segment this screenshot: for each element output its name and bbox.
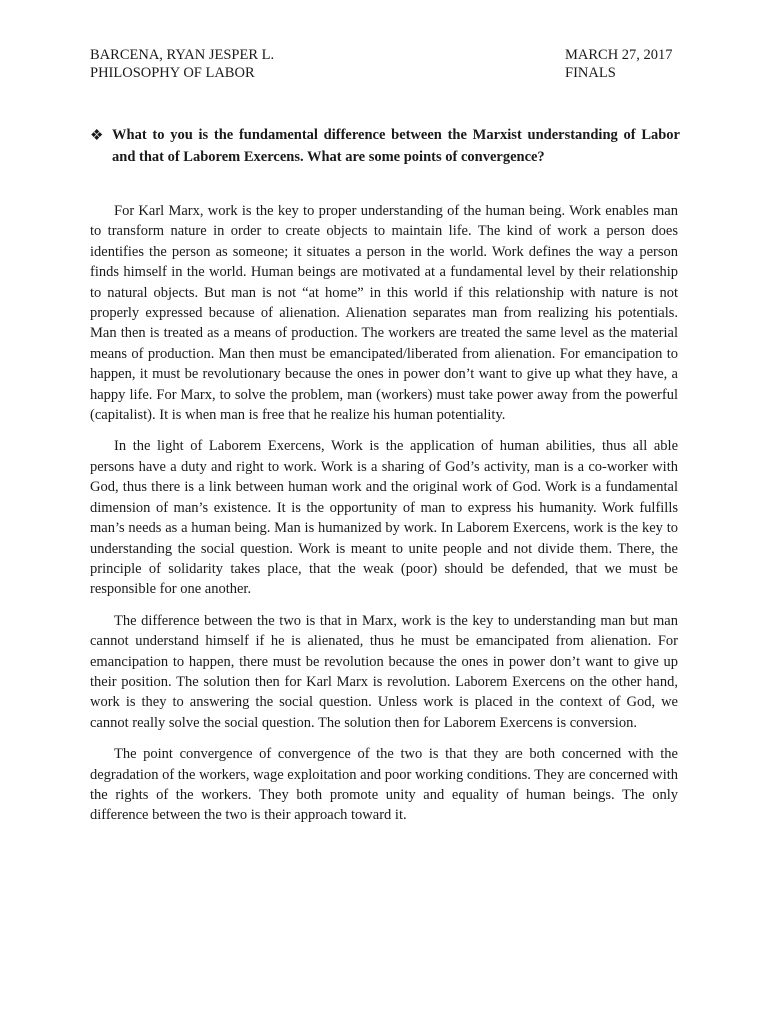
question-text: What to you is the fundamental difference between the Marxist understanding of Labor and that of Laborem Exercens. What are some points of convergence? [112, 127, 680, 165]
course-title: PHILOSOPHY OF LABOR [90, 65, 255, 81]
header-right [565, 46, 673, 82]
paragraph-difference: The difference between the two is that in Marx, work is the key to understanding man but man cannot understand himself if he is alienated, thus he must be emancipated from alienation. For emancipation to happen, there must be revolution because the ones in power don’t want to give up their position. The solution then for Karl Marx is revolution. Laborem Exercens on the other hand, work is they to answering the social question. Unless work is placed in the context of God, we cannot really solve the social question. The solution then for Laborem Exercens is conversion. [90, 612, 678, 731]
document-date: MARCH 27, 2017 [565, 47, 673, 63]
question-block [90, 124, 680, 168]
exam-label: FINALS [565, 65, 616, 81]
header-left [90, 46, 274, 82]
answer-body [90, 201, 678, 837]
paragraph-laborem-exercens: In the light of Laborem Exercens, Work is the application of human abilities, thus all able persons have a duty and right to work. Work is a sharing of God’s activity, man is a co-worker with God, thus there is a link between human work and the original work of God. Work is a fundamental dimension of man’s existence. It is the opportunity of man to express his humanity. Work fulfills man’s needs as a human being. Man is humanized by work. In Laborem Exercens, work is the key to understanding the social question. Work is meant to unite people and not divide them. There, the principle of solidarity takes place, that the weak (poor) should be defended, that we must be responsible for one another. [90, 438, 678, 598]
author-name: BARCENA, RYAN JESPER L. [90, 47, 275, 63]
diamond-bullet-icon: ❖ [90, 128, 104, 144]
paragraph-marx: For Karl Marx, work is the key to proper understanding of the human being. Work enables man to transform nature in order to create objects to maintain life. The kind of work a person does identifies the person as someone; it situates a person in the world. Work defines the way a person finds himself in the world. Human beings are motivated at a fundamental level by their relationship to natural objects. But man is not “at home” in this world if this relationship with nature is not properly expressed because of alienation. Alienation separates man from realizing his potentials. Man then is treated as a means of production. The workers are treated the same level as the material means of production. Man then must be emancipated/liberated from alienation. For emancipation to happen, it must be revolutionary because the ones in power don’t want to give up what they have, a happy life. For Marx, to solve the problem, man (workers) must take power away from the powerful (capitalist). It is when man is free that he realize his human potentiality. [90, 203, 678, 424]
paragraph-convergence: The point convergence of convergence of the two is that they are both concerned with the degradation of the workers, wage exploitation and poor working conditions. They are concerned with the rights of the workers. They both promote unity and equality of human beings. The only difference between the two is their approach toward it. [90, 746, 679, 824]
